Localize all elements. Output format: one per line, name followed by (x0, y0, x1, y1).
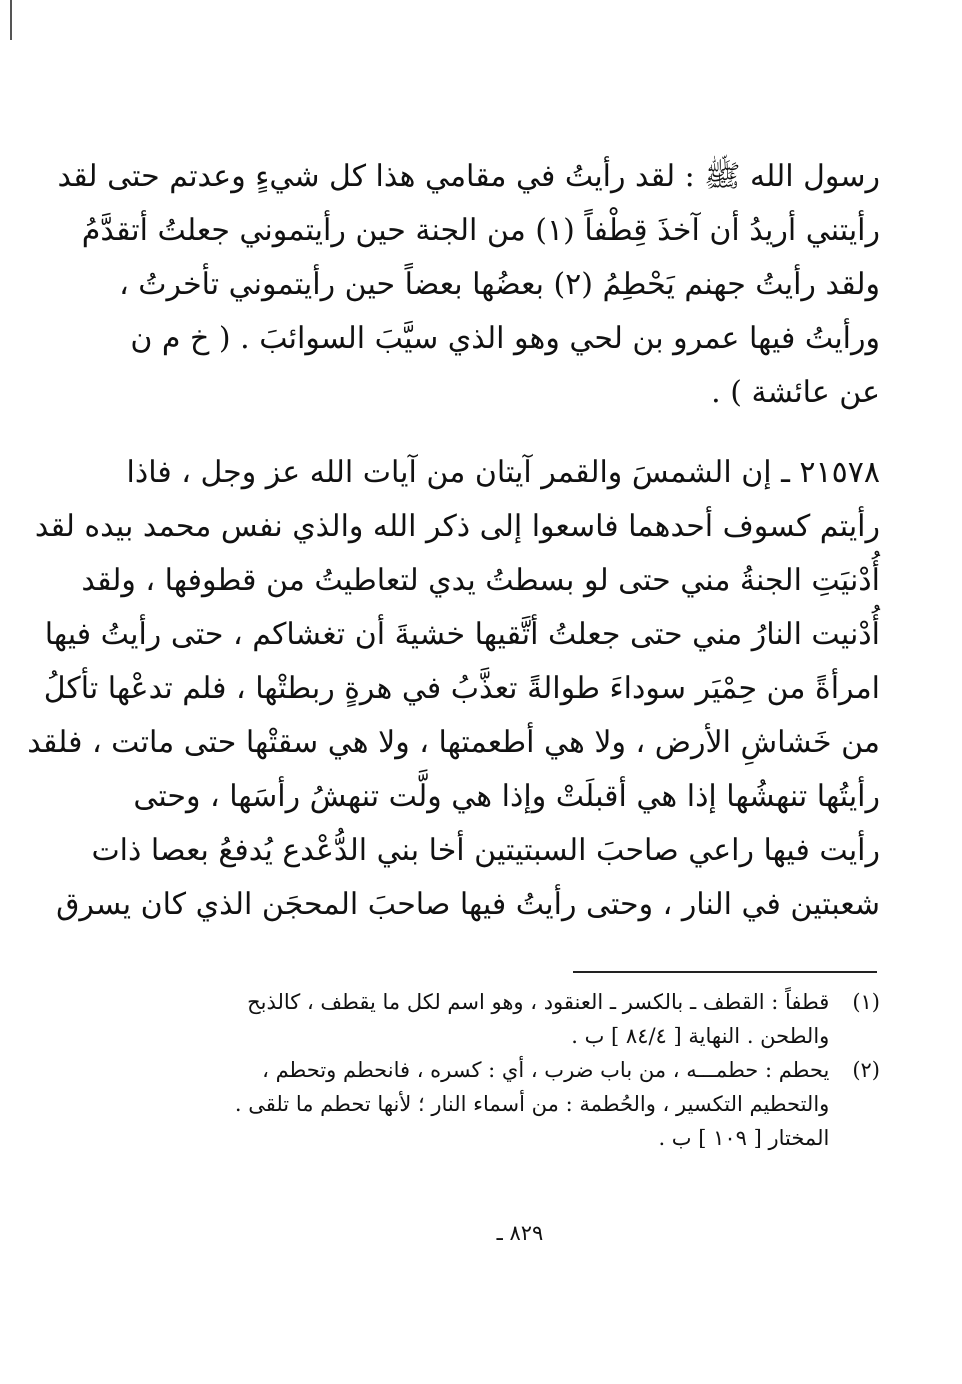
text-line: رسول الله ﷺ : لقد رأيتُ في مقامي هذا كل شيءٍ وعدتم حتى لقد (57, 159, 880, 194)
text-line: من خَشاشِ الأرض ، ولا هي أطعمتها ، ولا هي سقتْها حتى ماتت ، فلقد (27, 725, 880, 760)
text-line: ٢١٥٧٨ ـ إن الشمسَ والقمر آيتان من آيات الله عز وجل ، فاذا (126, 455, 880, 490)
text-line: شعبتين في النار ، وحتى رأيتُ فيها صاحبَ المحجَن الذي كان يسرق (56, 887, 880, 922)
text-line: أُدْنيت النارُ مني حتى جعلتُ أتَّقيها خشيةَ أن تغشاكم ، حتى رأيتُ فيها (44, 617, 880, 652)
footnote-text: يحطم : حطمـــه ، من باب ضرب ، أي : كسره ، فانحطم وتحطم ، (262, 1058, 830, 1082)
text-line: ورأيتُ فيها عمرو بن لحي وهو الذي سيَّبَ السوائبَ . ( خ م ن (130, 321, 880, 356)
text-line: أُدْنيَتِ الجنةُ مني حتى لو بسطتُ يدي لتعاطيتُ من قطوفها ، ولقد (81, 563, 880, 598)
footnote-text: والتحطيم التكسير ، والحُطمة : من أسماء النار ؛ لأنها تحطم ما تلقى . (234, 1092, 830, 1116)
footnote-separator (573, 971, 877, 973)
footnotes (160, 985, 880, 1155)
footnote-2 (160, 1053, 880, 1155)
text-line: رأيت فيها راعي صاحبَ السبتيتين أخا بني الدُّعْدع يُدفعُ بعصا ذات (91, 833, 880, 868)
page-number: ٨٢٩ ـ (496, 1221, 544, 1245)
scan-edge-mark (10, 0, 12, 40)
text-line: رأيتم كسوف أحدهما فاسعوا إلى ذكر الله والذي نفس محمد بيده لقد (34, 509, 880, 544)
footnote-number: (١) (852, 990, 880, 1014)
hadith-21578 (27, 446, 880, 932)
footnote-text: قطفاً : القطف ـ بالكسر ـ العنقود ، وهو اسم لكل ما يقطف ، كالذبح (247, 990, 830, 1014)
footnote-number: (٢) (852, 1058, 880, 1082)
text-line: عن عائشة ) . (711, 375, 880, 410)
hadith-continuation (57, 150, 880, 420)
text-line: رأيتني أريدُ أن آخذَ قِطْفاً (١) من الجنة حين رأيتموني جعلتُ أتقدَّمُ (81, 213, 880, 248)
text-line: امرأةً من حِمْيَر سوداءَ طوالةً تعذَّبُ في هرةٍ ربطتْها ، فلم تدعْها تأكلُ (43, 671, 880, 706)
footnote-text: المختار [ ١٠٩ ] ب . (658, 1126, 830, 1150)
footnote-text: والطحن . النهاية [ ٨٤/٤ ] ب . (571, 1024, 830, 1048)
text-line: رأيتُها تنهشُها إذا هي أقبلَتْ وإذا هي ولَّت تنهشُ رأسَها ، وحتى (133, 779, 880, 814)
footnote-1 (160, 985, 880, 1053)
text-line: ولقد رأيتُ جهنم يَحْطِمُ (٢) بعضُها بعضاً حين رأيتموني تأخرتُ ، (119, 267, 880, 302)
